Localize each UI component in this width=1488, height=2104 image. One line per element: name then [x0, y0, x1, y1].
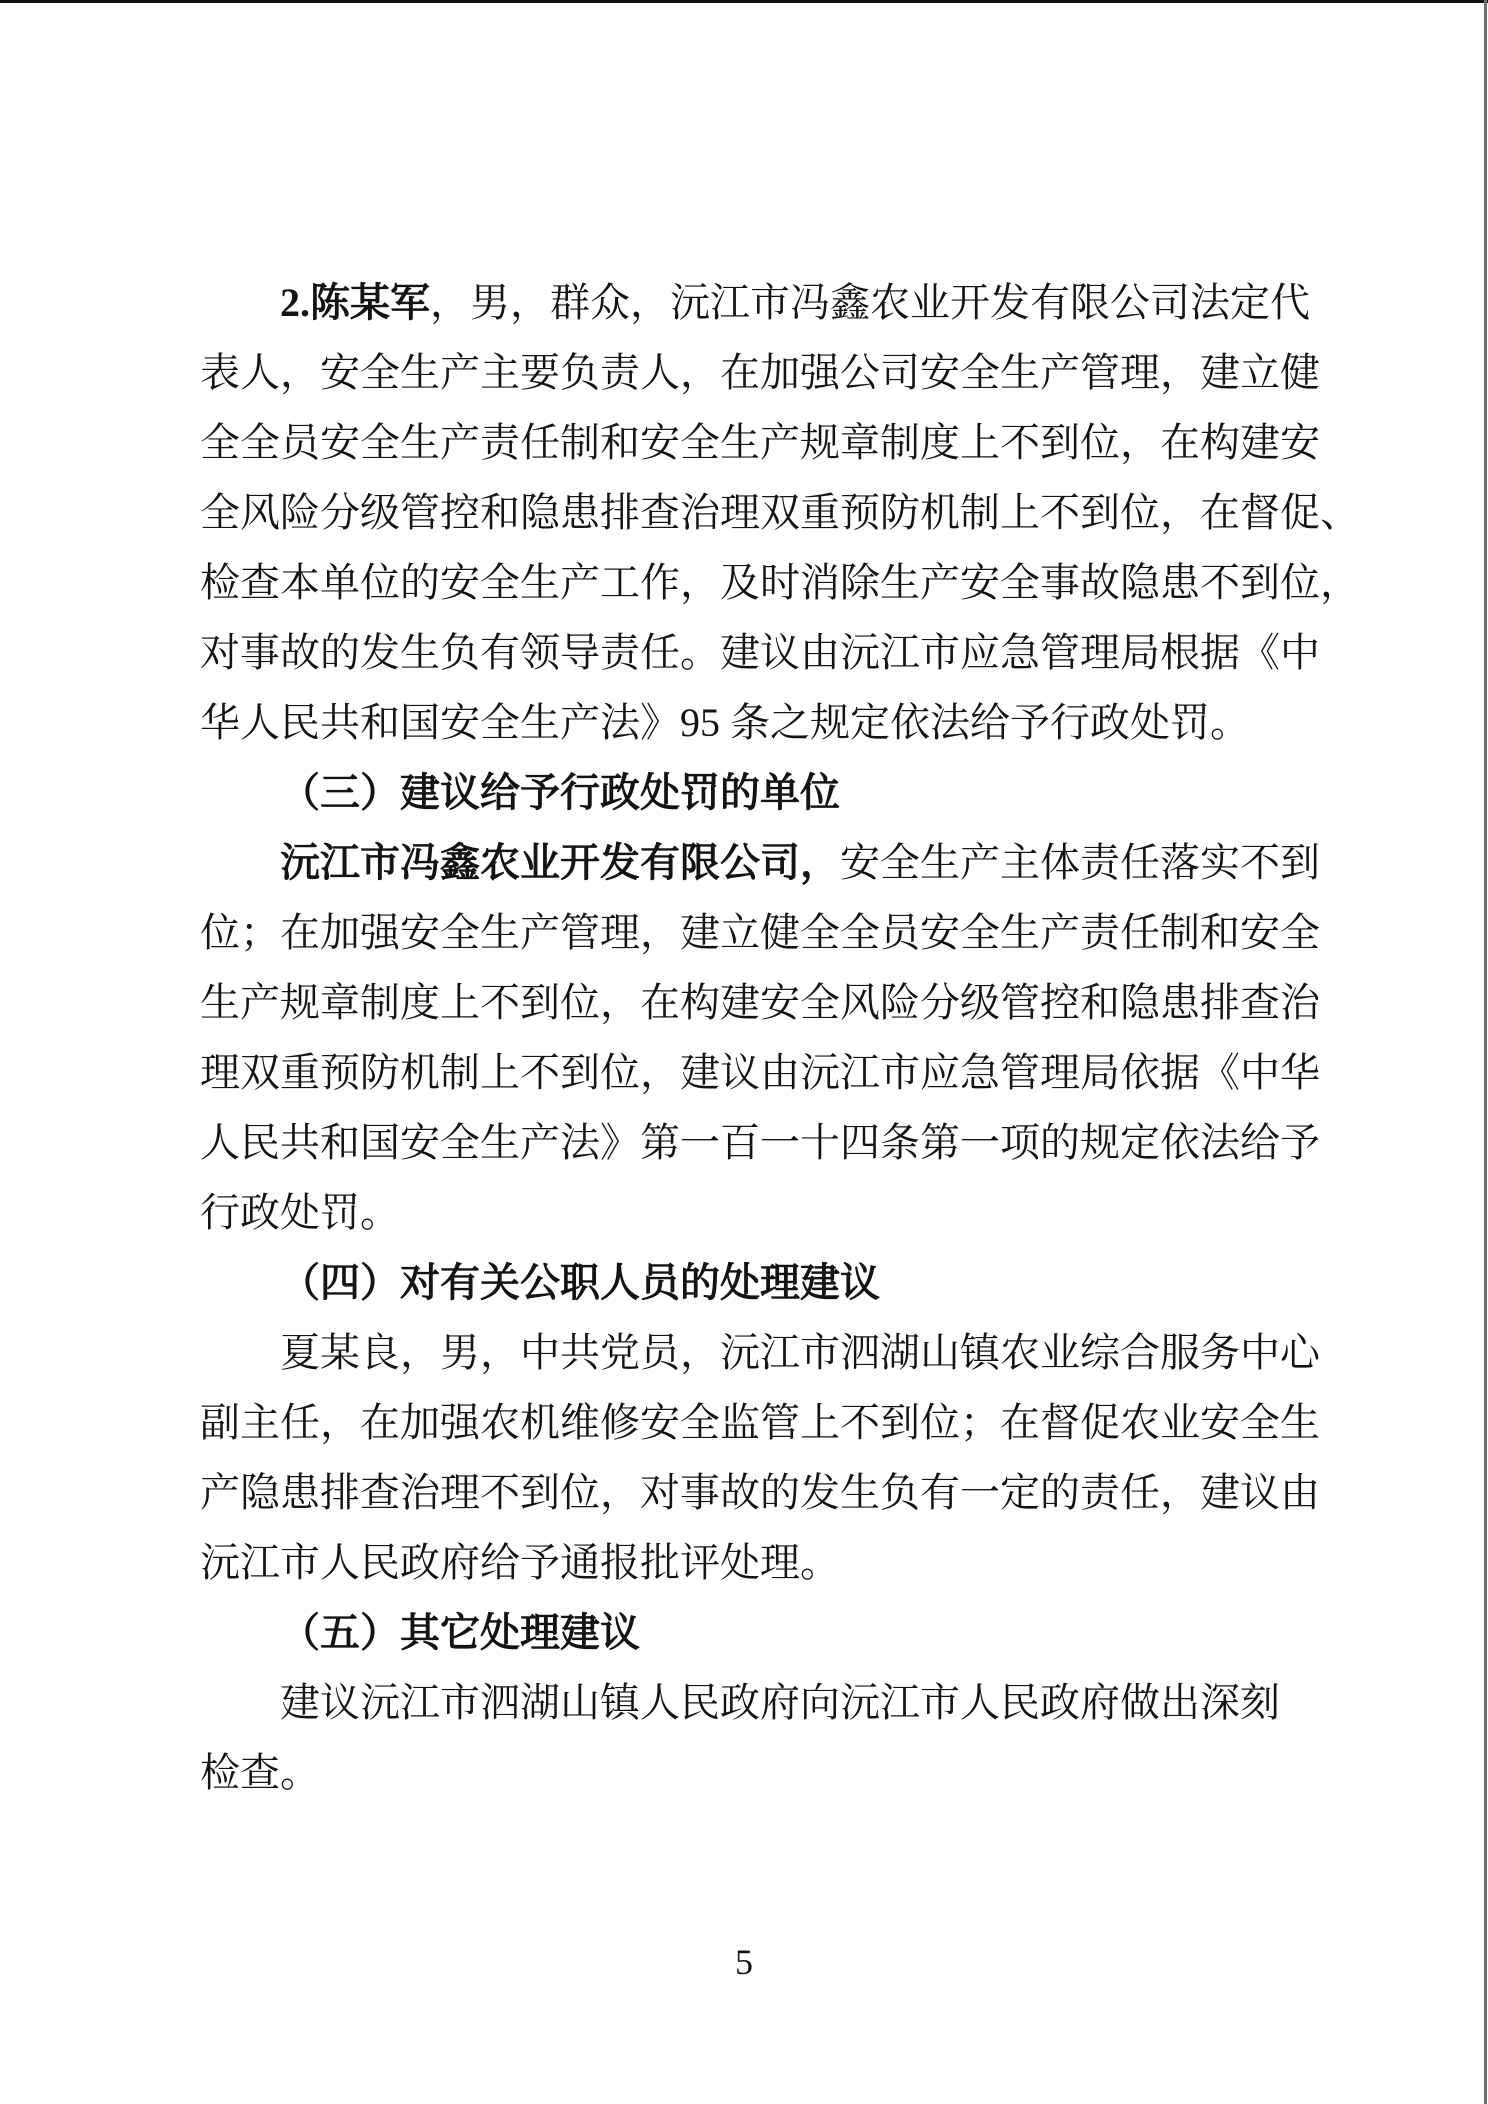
- page-number: 5: [735, 1942, 753, 1982]
- paragraph: [200, 1668, 1324, 1808]
- text-segment: 沅江市人民政府给予通报批评处理。: [200, 1540, 840, 1585]
- section-heading: [200, 1248, 1324, 1318]
- text-line: [200, 1458, 1324, 1528]
- text-line: [200, 758, 1324, 828]
- text-segment: 华人民共和国安全生产法》95 条之规定依法给予行政处罚。: [200, 700, 1250, 745]
- text-segment: 检查本单位的安全生产工作，及时消除生产安全事故隐患不到位，: [200, 560, 1360, 605]
- text-segment: 对事故的发生负有领导责任。建议由沅江市应急管理局根据《中: [200, 630, 1320, 675]
- text-line: [200, 548, 1360, 618]
- scan-artifact-right-edge: [1484, 0, 1487, 2104]
- text-segment: 全全员安全生产责任制和安全生产规章制度上不到位，在构建安: [200, 420, 1320, 465]
- text-segment: 夏某良，男，中共党员，沅江市泗湖山镇农业综合服务中心: [280, 1330, 1320, 1375]
- text-segment: 表人，安全生产主要负责人，在加强公司安全生产管理，建立健: [200, 350, 1320, 395]
- text-segment: 人民共和国安全生产法》第一百一十四条第一项的规定依法给予: [200, 1120, 1320, 1165]
- scan-artifact-top-edge: [0, 0, 1488, 3]
- text-segment: 生产规章制度上不到位，在构建安全风险分级管控和隐患排查治: [200, 980, 1320, 1025]
- text-line: [200, 968, 1324, 1038]
- text-line: [200, 1318, 1324, 1388]
- section-heading: [200, 1598, 1324, 1668]
- bold-text-segment: （四）对有关公职人员的处理建议: [280, 1260, 880, 1305]
- text-segment: 安全生产主体责任落实不到: [840, 840, 1320, 885]
- text-line: [200, 1668, 1324, 1738]
- text-line: [200, 1598, 1324, 1668]
- text-segment: 产隐患排查治理不到位，对事故的发生负有一定的责任，建议由: [200, 1470, 1320, 1515]
- bold-text-segment: （三）建议给予行政处罚的单位: [280, 770, 840, 815]
- text-line: [200, 408, 1324, 478]
- text-segment: 位；在加强安全生产管理，建立健全全员安全生产责任制和安全: [200, 910, 1320, 955]
- text-segment: 副主任，在加强农机维修安全监管上不到位；在督促农业安全生: [200, 1400, 1320, 1445]
- section-heading: [200, 758, 1324, 828]
- text-segment: 检查。: [200, 1750, 320, 1795]
- paragraph: [200, 268, 1360, 758]
- text-line: [200, 478, 1360, 548]
- text-line: [200, 688, 1324, 758]
- text-segment: 建议沅江市泗湖山镇人民政府向沅江市人民政府做出深刻: [280, 1680, 1280, 1725]
- text-line: [200, 898, 1324, 968]
- text-line: [200, 618, 1324, 688]
- document-body: [200, 268, 1360, 1808]
- bold-text-segment: 沅江市冯鑫农业开发有限公司，: [280, 840, 840, 885]
- paragraph: [200, 1318, 1324, 1598]
- paragraph: [200, 828, 1324, 1248]
- text-line: [200, 1178, 1324, 1248]
- text-segment: 全风险分级管控和隐患排查治理双重预防机制上不到位，在督促、: [200, 490, 1360, 535]
- text-line: [200, 1388, 1324, 1458]
- text-segment: ，男，群众，沅江市冯鑫农业开发有限公司法定代: [430, 280, 1310, 325]
- bold-text-segment: 2.陈某军: [280, 280, 430, 325]
- text-line: [200, 1248, 1324, 1318]
- text-line: [200, 828, 1324, 898]
- text-line: [200, 338, 1324, 408]
- text-line: [200, 1528, 1324, 1598]
- text-segment: 行政处罚。: [200, 1190, 400, 1235]
- text-line: [200, 1038, 1324, 1108]
- text-line: [200, 1108, 1324, 1178]
- text-segment: 理双重预防机制上不到位，建议由沅江市应急管理局依据《中华: [200, 1050, 1320, 1095]
- text-line: [200, 268, 1324, 338]
- text-line: [200, 1738, 1324, 1808]
- bold-text-segment: （五）其它处理建议: [280, 1610, 640, 1655]
